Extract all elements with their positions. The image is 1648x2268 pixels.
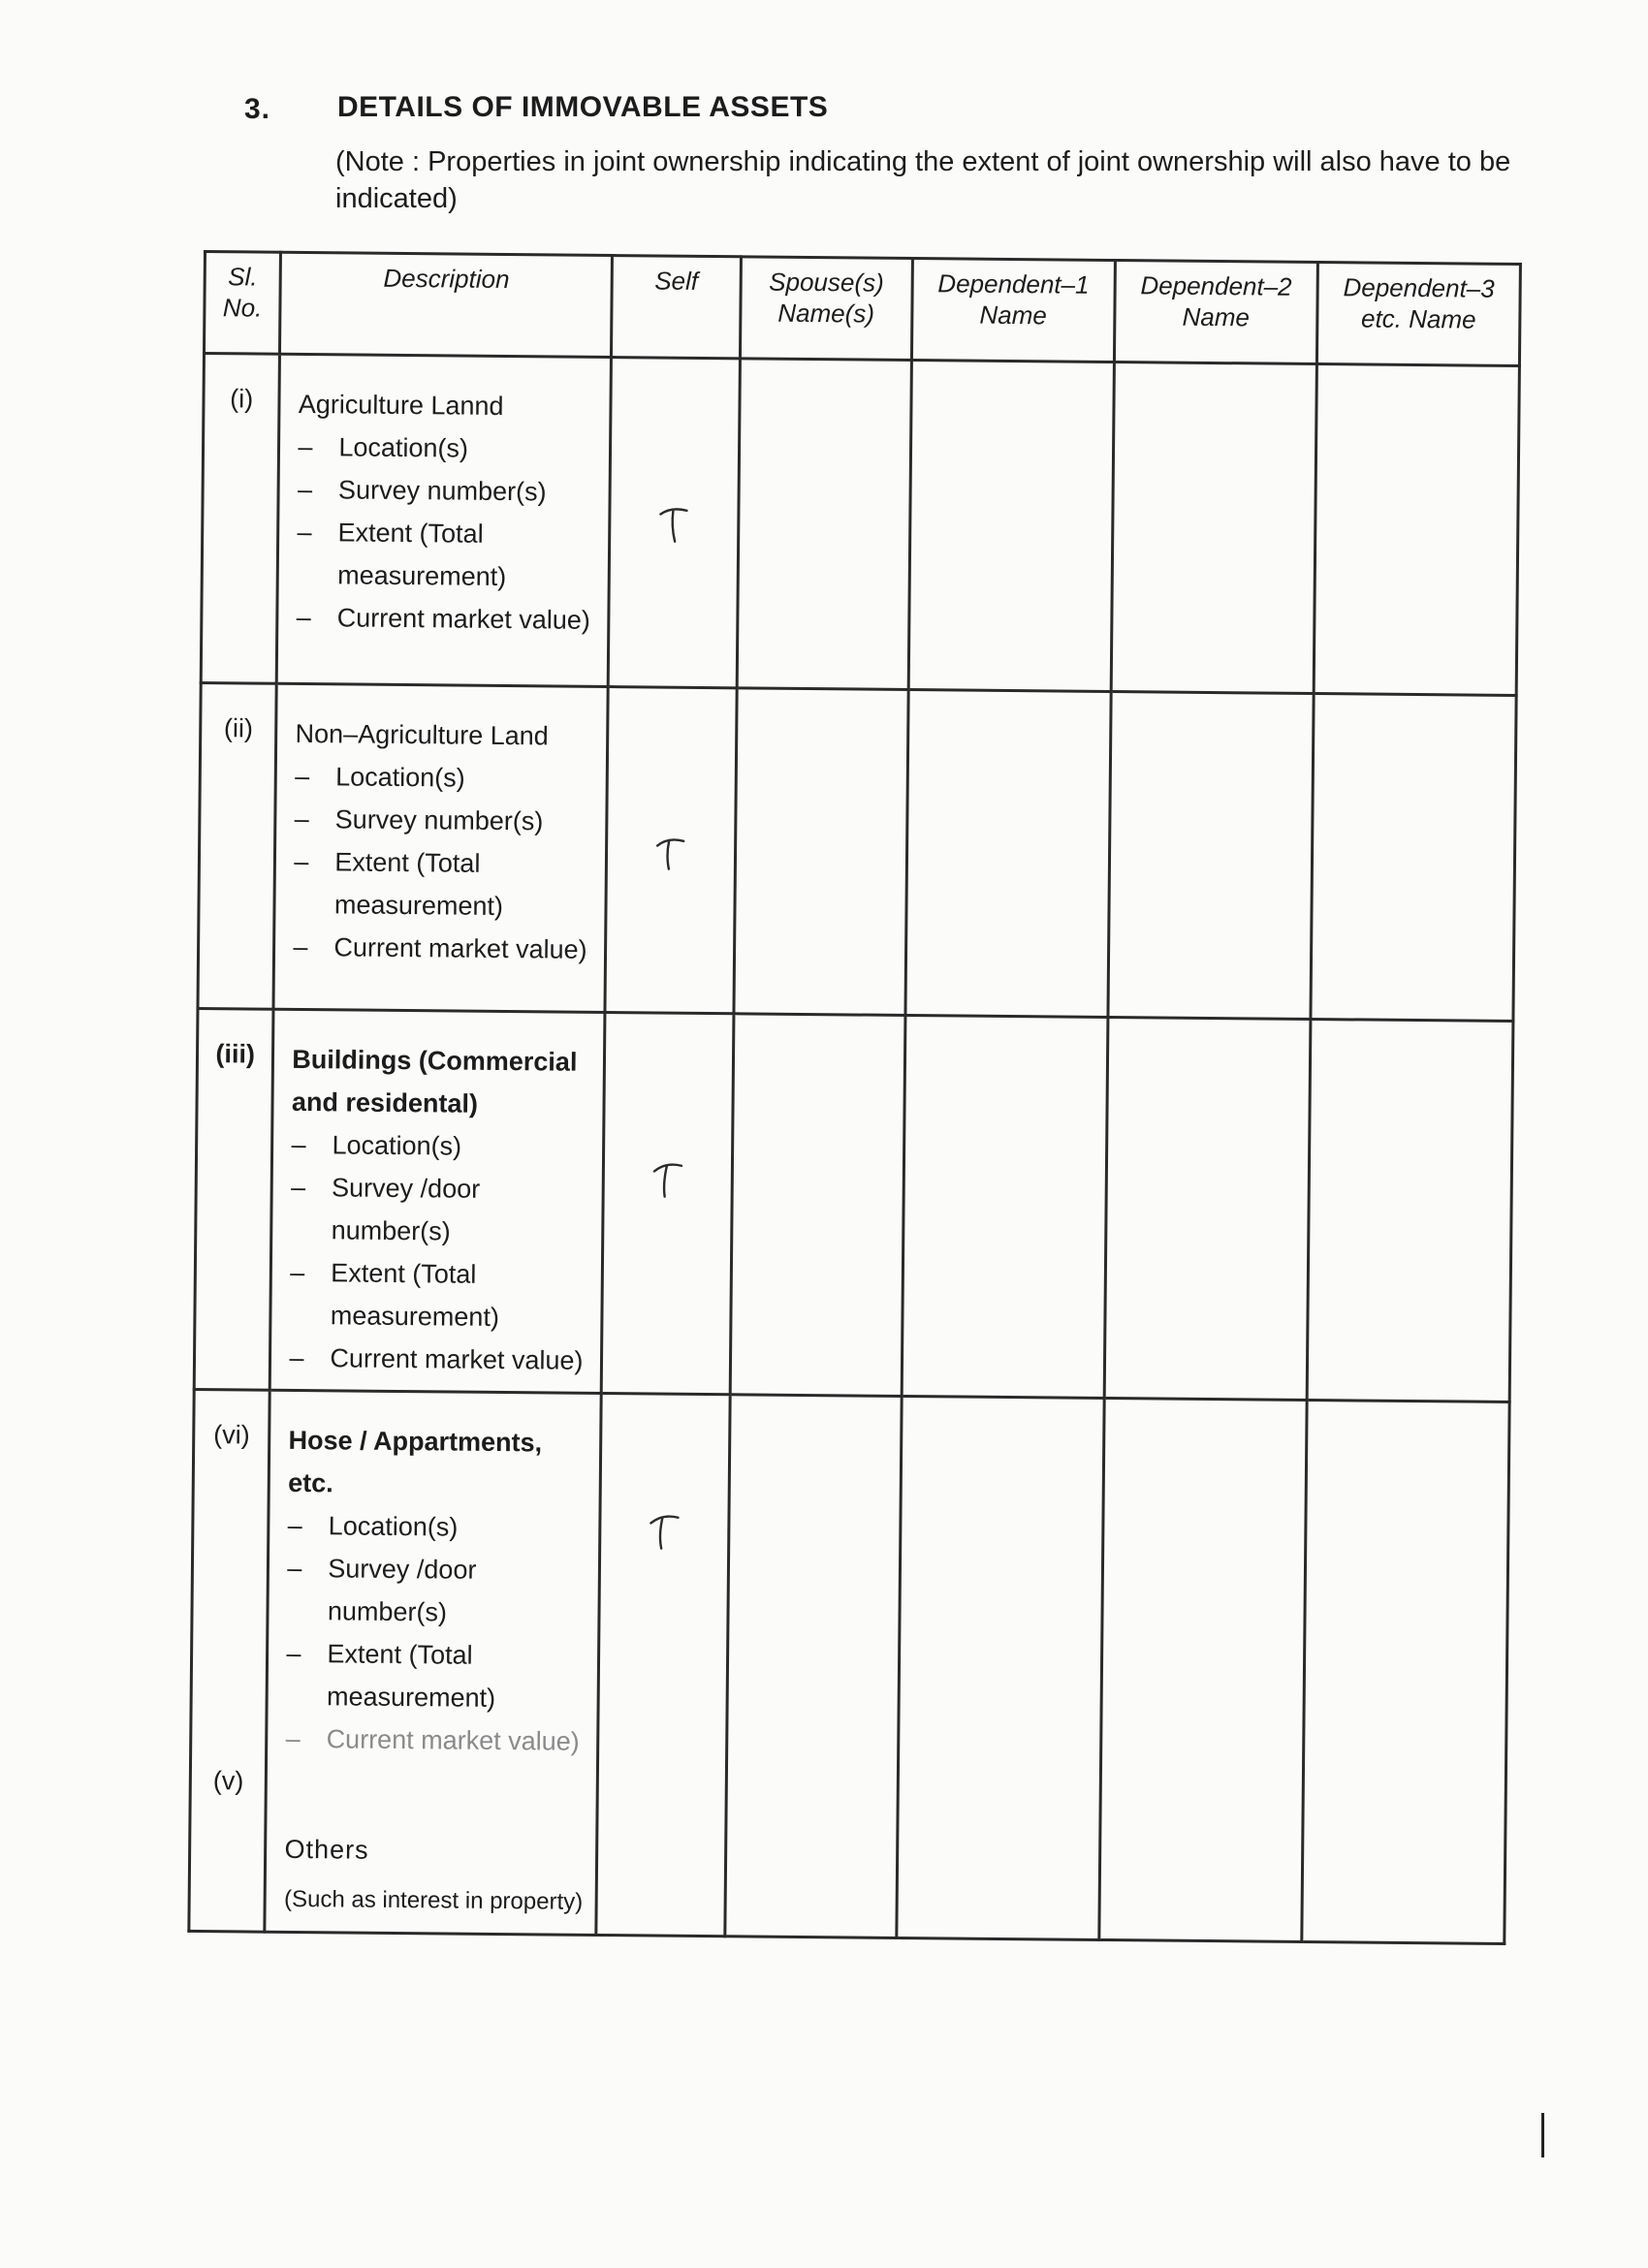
spouse-cell xyxy=(737,359,911,690)
table-row xyxy=(201,354,1519,696)
self-cell xyxy=(605,687,737,1014)
row-description xyxy=(265,1390,601,1935)
dependent-2-cell xyxy=(1104,1017,1311,1400)
row-description xyxy=(270,1009,606,1393)
row-sl-no-v: (v) xyxy=(212,1766,244,1796)
self-cell xyxy=(608,358,740,688)
table-row xyxy=(189,1389,1509,1943)
list-item-continuation: measurement) xyxy=(326,1682,496,1713)
row-category-title: Buildings (Commercial and residental) xyxy=(291,1044,578,1118)
list-item-continuation: measurement) xyxy=(337,560,507,592)
row-description xyxy=(277,354,612,686)
handwritten-tick-icon xyxy=(657,505,690,546)
dependent-3-cell xyxy=(1314,364,1519,696)
list-item: – Current market value) xyxy=(293,931,587,964)
row-sl-no-vi: (vi) xyxy=(213,1420,250,1450)
section-number: 3. xyxy=(244,93,271,125)
list-item: – Location(s) xyxy=(287,1510,459,1542)
row-category-title: Non–Agriculture Land xyxy=(295,718,549,751)
header-sl-no: Sl. No. xyxy=(204,252,280,355)
row-sl-no xyxy=(189,1389,270,1932)
header-dependent-2: Dependent–2 Name xyxy=(1114,261,1317,364)
table-row xyxy=(194,1008,1513,1402)
dependent-3-cell xyxy=(1311,694,1516,1022)
self-cell xyxy=(596,1393,730,1936)
dependent-3-cell xyxy=(1302,1400,1509,1943)
row-sl-no: (iii) xyxy=(194,1008,273,1390)
self-cell xyxy=(601,1013,733,1395)
spouse-cell xyxy=(734,688,908,1016)
list-item-continuation: measurement) xyxy=(333,890,504,921)
margin-mark xyxy=(1541,2113,1544,2158)
header-description: Description xyxy=(280,252,613,357)
page-title: DETAILS OF IMMOVABLE ASSETS xyxy=(337,91,829,123)
table-header-row xyxy=(204,252,1520,366)
header-dependent-3: Dependent–3 etc. Name xyxy=(1316,263,1520,366)
immovable-assets-table xyxy=(187,250,1522,1945)
spouse-cell xyxy=(730,1014,905,1397)
list-item: – Extent (Total xyxy=(286,1638,473,1670)
handwritten-tick-icon xyxy=(654,834,687,874)
spouse-cell xyxy=(725,1395,902,1938)
list-item: – Location(s) xyxy=(291,1129,462,1161)
dependent-2-cell xyxy=(1111,362,1316,694)
header-dependent-1: Dependent–1 Name xyxy=(911,259,1115,362)
dependent-1-cell xyxy=(905,689,1111,1017)
row-category-title: Others xyxy=(284,1834,369,1865)
list-item: – Current market value) xyxy=(285,1723,580,1756)
list-item: – Location(s) xyxy=(298,431,469,463)
row-description xyxy=(273,683,608,1012)
handwritten-tick-icon xyxy=(651,1159,684,1200)
dependent-2-cell xyxy=(1099,1398,1307,1941)
list-item: – Current market value) xyxy=(296,602,590,635)
list-item: – Extent (Total xyxy=(294,846,481,878)
list-item-continuation: measurement) xyxy=(330,1301,500,1332)
row-category-title: Agriculture Lannd xyxy=(298,389,504,421)
row-category-note: (Such as interest in property) xyxy=(283,1885,584,1915)
dependent-1-cell xyxy=(908,361,1114,692)
list-item: – Current market value) xyxy=(289,1342,584,1375)
table-row xyxy=(198,682,1516,1021)
list-item: – Extent (Total xyxy=(297,517,484,549)
row-sl-no: (ii) xyxy=(198,682,277,1009)
row-sl-no: (i) xyxy=(201,354,280,684)
list-item: – Location(s) xyxy=(295,761,465,793)
list-item: – Survey number(s) xyxy=(294,803,544,836)
joint-ownership-note: (Note : Properties in joint ownership indicating the extent of joint ownership will also have to be indicated) xyxy=(335,146,1511,214)
list-item: – Extent (Total xyxy=(290,1257,477,1289)
dependent-2-cell xyxy=(1108,692,1314,1020)
row-category-title: Hose / Appartments, etc. xyxy=(288,1425,543,1498)
handwritten-tick-icon xyxy=(648,1511,681,1552)
dependent-1-cell xyxy=(902,1015,1108,1398)
header-spouse: Spouse(s) Name(s) xyxy=(740,257,912,361)
list-item: – Survey number(s) xyxy=(297,474,547,507)
dependent-3-cell xyxy=(1307,1019,1513,1402)
list-item: – Survey /door number(s) xyxy=(287,1553,477,1627)
header-self: Self xyxy=(612,256,742,359)
list-item: – Survey /door number(s) xyxy=(290,1172,481,1246)
dependent-1-cell xyxy=(897,1396,1104,1939)
